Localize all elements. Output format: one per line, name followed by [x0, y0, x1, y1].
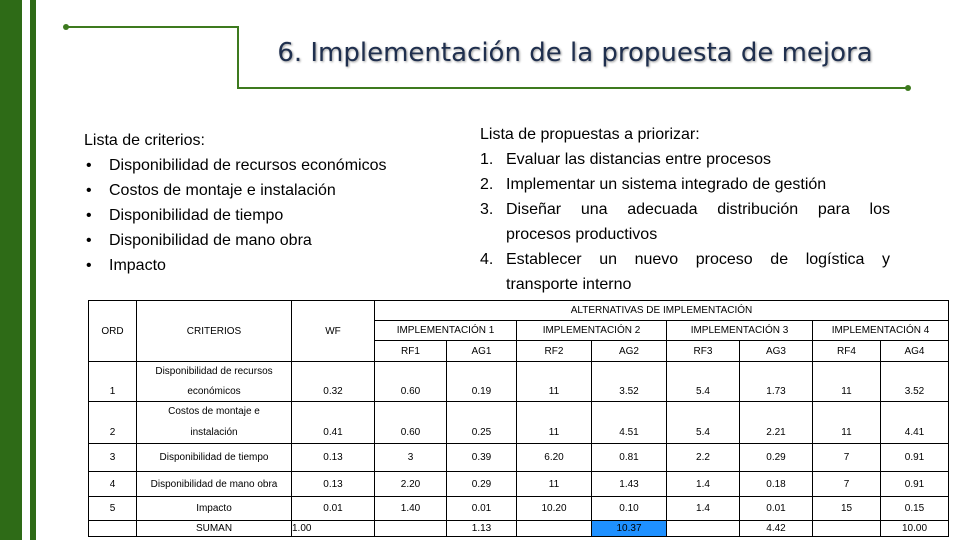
wf-cell: 0.01 — [292, 497, 375, 521]
value-cell: 3.52 — [592, 382, 667, 402]
proposal-item — [480, 247, 890, 272]
value-cell: 0.29 — [740, 444, 813, 472]
value-cell: 0.39 — [447, 444, 517, 472]
value-cell: 11 — [517, 382, 592, 402]
value-cell: 0.29 — [447, 472, 517, 497]
value-cell: 11 — [517, 422, 592, 444]
value-cell: 7 — [813, 472, 881, 497]
value-cell: 0.10 — [592, 497, 667, 521]
criteria-item: • Costos de montaje e instalación — [84, 178, 386, 203]
wf-header: WF — [292, 301, 375, 362]
sub-header: AG3 — [740, 341, 813, 362]
value-cell: 6.20 — [517, 444, 592, 472]
frame-line-top — [66, 26, 238, 28]
value-cell: 1.4 — [667, 497, 740, 521]
value-cell: 0.60 — [375, 422, 447, 444]
ord-cell: 3 — [89, 444, 137, 472]
total-wf: 1.00 — [292, 521, 375, 537]
value-cell: 0.60 — [375, 382, 447, 402]
proposal-item — [480, 197, 890, 222]
frame-dot-left — [63, 24, 69, 30]
criterion-cell: Impacto — [137, 497, 292, 521]
value-cell: 4.51 — [592, 422, 667, 444]
value-cell: 11 — [813, 422, 881, 444]
value-cell: 5.4 — [667, 422, 740, 444]
criteria-item: • Disponibilidad de tiempo — [84, 203, 386, 228]
value-cell: 11 — [517, 472, 592, 497]
proposal-number: 2. — [480, 176, 494, 193]
criteria-heading: Lista de criterios: — [84, 132, 205, 149]
table-row — [89, 497, 949, 521]
value-cell: 0.25 — [447, 422, 517, 444]
wf-cell: 0.13 — [292, 472, 375, 497]
table-row-label — [89, 362, 949, 382]
left-accent-bar — [0, 0, 22, 540]
total-ag2-highlighted: 10.37 — [592, 521, 667, 537]
frame-dot-right — [905, 85, 911, 91]
proposal-number: 3. — [480, 201, 494, 218]
implementation-header: IMPLEMENTACIÓN 3 — [667, 321, 813, 341]
criteria-item: • Disponibilidad de mano obra — [84, 228, 386, 253]
value-cell: 5.4 — [667, 382, 740, 402]
total-ag3: 4.42 — [740, 521, 813, 537]
proposal-number: 4. — [480, 251, 494, 268]
total-label: SUMAN — [137, 521, 292, 537]
proposal-item-continued — [480, 222, 890, 247]
value-cell: 3 — [375, 444, 447, 472]
proposal-item — [480, 147, 890, 172]
frame-line-vertical — [237, 26, 239, 88]
value-cell: 0.01 — [740, 497, 813, 521]
proposal-text: Implementar un sistema integrado de gestión — [506, 176, 827, 193]
value-cell: 0.18 — [740, 472, 813, 497]
implementation-header: IMPLEMENTACIÓN 2 — [517, 321, 667, 341]
ord-cell: 2 — [89, 422, 137, 444]
sub-header: RF1 — [375, 341, 447, 362]
value-cell: 0.19 — [447, 382, 517, 402]
proposal-text: transporte interno — [506, 276, 632, 293]
value-cell: 3.52 — [881, 382, 949, 402]
value-cell: 1.73 — [740, 382, 813, 402]
value-cell: 1.43 — [592, 472, 667, 497]
value-cell: 0.01 — [447, 497, 517, 521]
value-cell: 11 — [813, 382, 881, 402]
value-cell: 2.20 — [375, 472, 447, 497]
sub-header: RF3 — [667, 341, 740, 362]
criteria-list — [84, 128, 386, 278]
ord-cell: 1 — [89, 382, 137, 402]
proposal-number: 1. — [480, 151, 494, 168]
criterion-cell: Costos de montaje e — [137, 402, 292, 422]
criterios-header: CRITERIOS — [137, 301, 292, 362]
total-ag4: 10.00 — [881, 521, 949, 537]
ord-cell: 4 — [89, 472, 137, 497]
table-row — [89, 444, 949, 472]
value-cell: 0.91 — [881, 444, 949, 472]
criterion-cell: Disponibilidad de recursos — [137, 362, 292, 382]
proposal-text: Evaluar las distancias entre procesos — [506, 151, 772, 168]
sub-header: RF2 — [517, 341, 592, 362]
sub-header: AG1 — [447, 341, 517, 362]
proposal-text: Establecer un nuevo proceso de logística y — [506, 251, 890, 268]
alternatives-header: ALTERNATIVAS DE IMPLEMENTACIÓN — [375, 301, 949, 321]
value-cell: 7 — [813, 444, 881, 472]
table-row — [89, 382, 949, 402]
wf-cell: 0.41 — [292, 422, 375, 444]
proposal-item — [480, 172, 890, 197]
criterion-cell: instalación — [137, 422, 292, 444]
left-accent-gap — [22, 0, 30, 540]
wf-cell: 0.32 — [292, 382, 375, 402]
table-total-row — [89, 521, 949, 537]
table-row — [89, 422, 949, 444]
criteria-item: • Impacto — [84, 253, 386, 278]
value-cell: 0.81 — [592, 444, 667, 472]
value-cell: 15 — [813, 497, 881, 521]
ord-cell: 5 — [89, 497, 137, 521]
ord-header: ORD — [89, 301, 137, 362]
proposal-text: Diseñar una adecuada distribución para los — [506, 201, 890, 218]
frame-line-bottom — [237, 87, 909, 89]
proposals-list — [480, 122, 890, 297]
value-cell: 1.4 — [667, 472, 740, 497]
value-cell: 10.20 — [517, 497, 592, 521]
value-cell: 1.40 — [375, 497, 447, 521]
sub-header: AG2 — [592, 341, 667, 362]
criterion-cell: económicos — [137, 382, 292, 402]
criteria-item: • Disponibilidad de recursos económicos — [84, 153, 386, 178]
criterion-cell: Disponibilidad de tiempo — [137, 444, 292, 472]
table-row-label — [89, 402, 949, 422]
criterion-cell: Disponibilidad de mano obra — [137, 472, 292, 497]
page-title: 6. Implementación de la propuesta de mejora — [277, 38, 873, 68]
value-cell: 2.21 — [740, 422, 813, 444]
implementation-header: IMPLEMENTACIÓN 1 — [375, 321, 517, 341]
value-cell: 2.2 — [667, 444, 740, 472]
evaluation-table — [88, 300, 949, 537]
value-cell: 0.91 — [881, 472, 949, 497]
sub-header: RF4 — [813, 341, 881, 362]
table-row — [89, 472, 949, 497]
sub-header: AG4 — [881, 341, 949, 362]
proposals-heading: Lista de propuestas a priorizar: — [480, 126, 700, 143]
left-accent-bar-thin — [30, 0, 36, 540]
value-cell: 4.41 — [881, 422, 949, 444]
value-cell: 0.15 — [881, 497, 949, 521]
proposal-text: procesos productivos — [506, 226, 658, 243]
proposal-item-continued — [480, 272, 890, 297]
implementation-header: IMPLEMENTACIÓN 4 — [813, 321, 949, 341]
wf-cell: 0.13 — [292, 444, 375, 472]
total-ag1: 1.13 — [447, 521, 517, 537]
